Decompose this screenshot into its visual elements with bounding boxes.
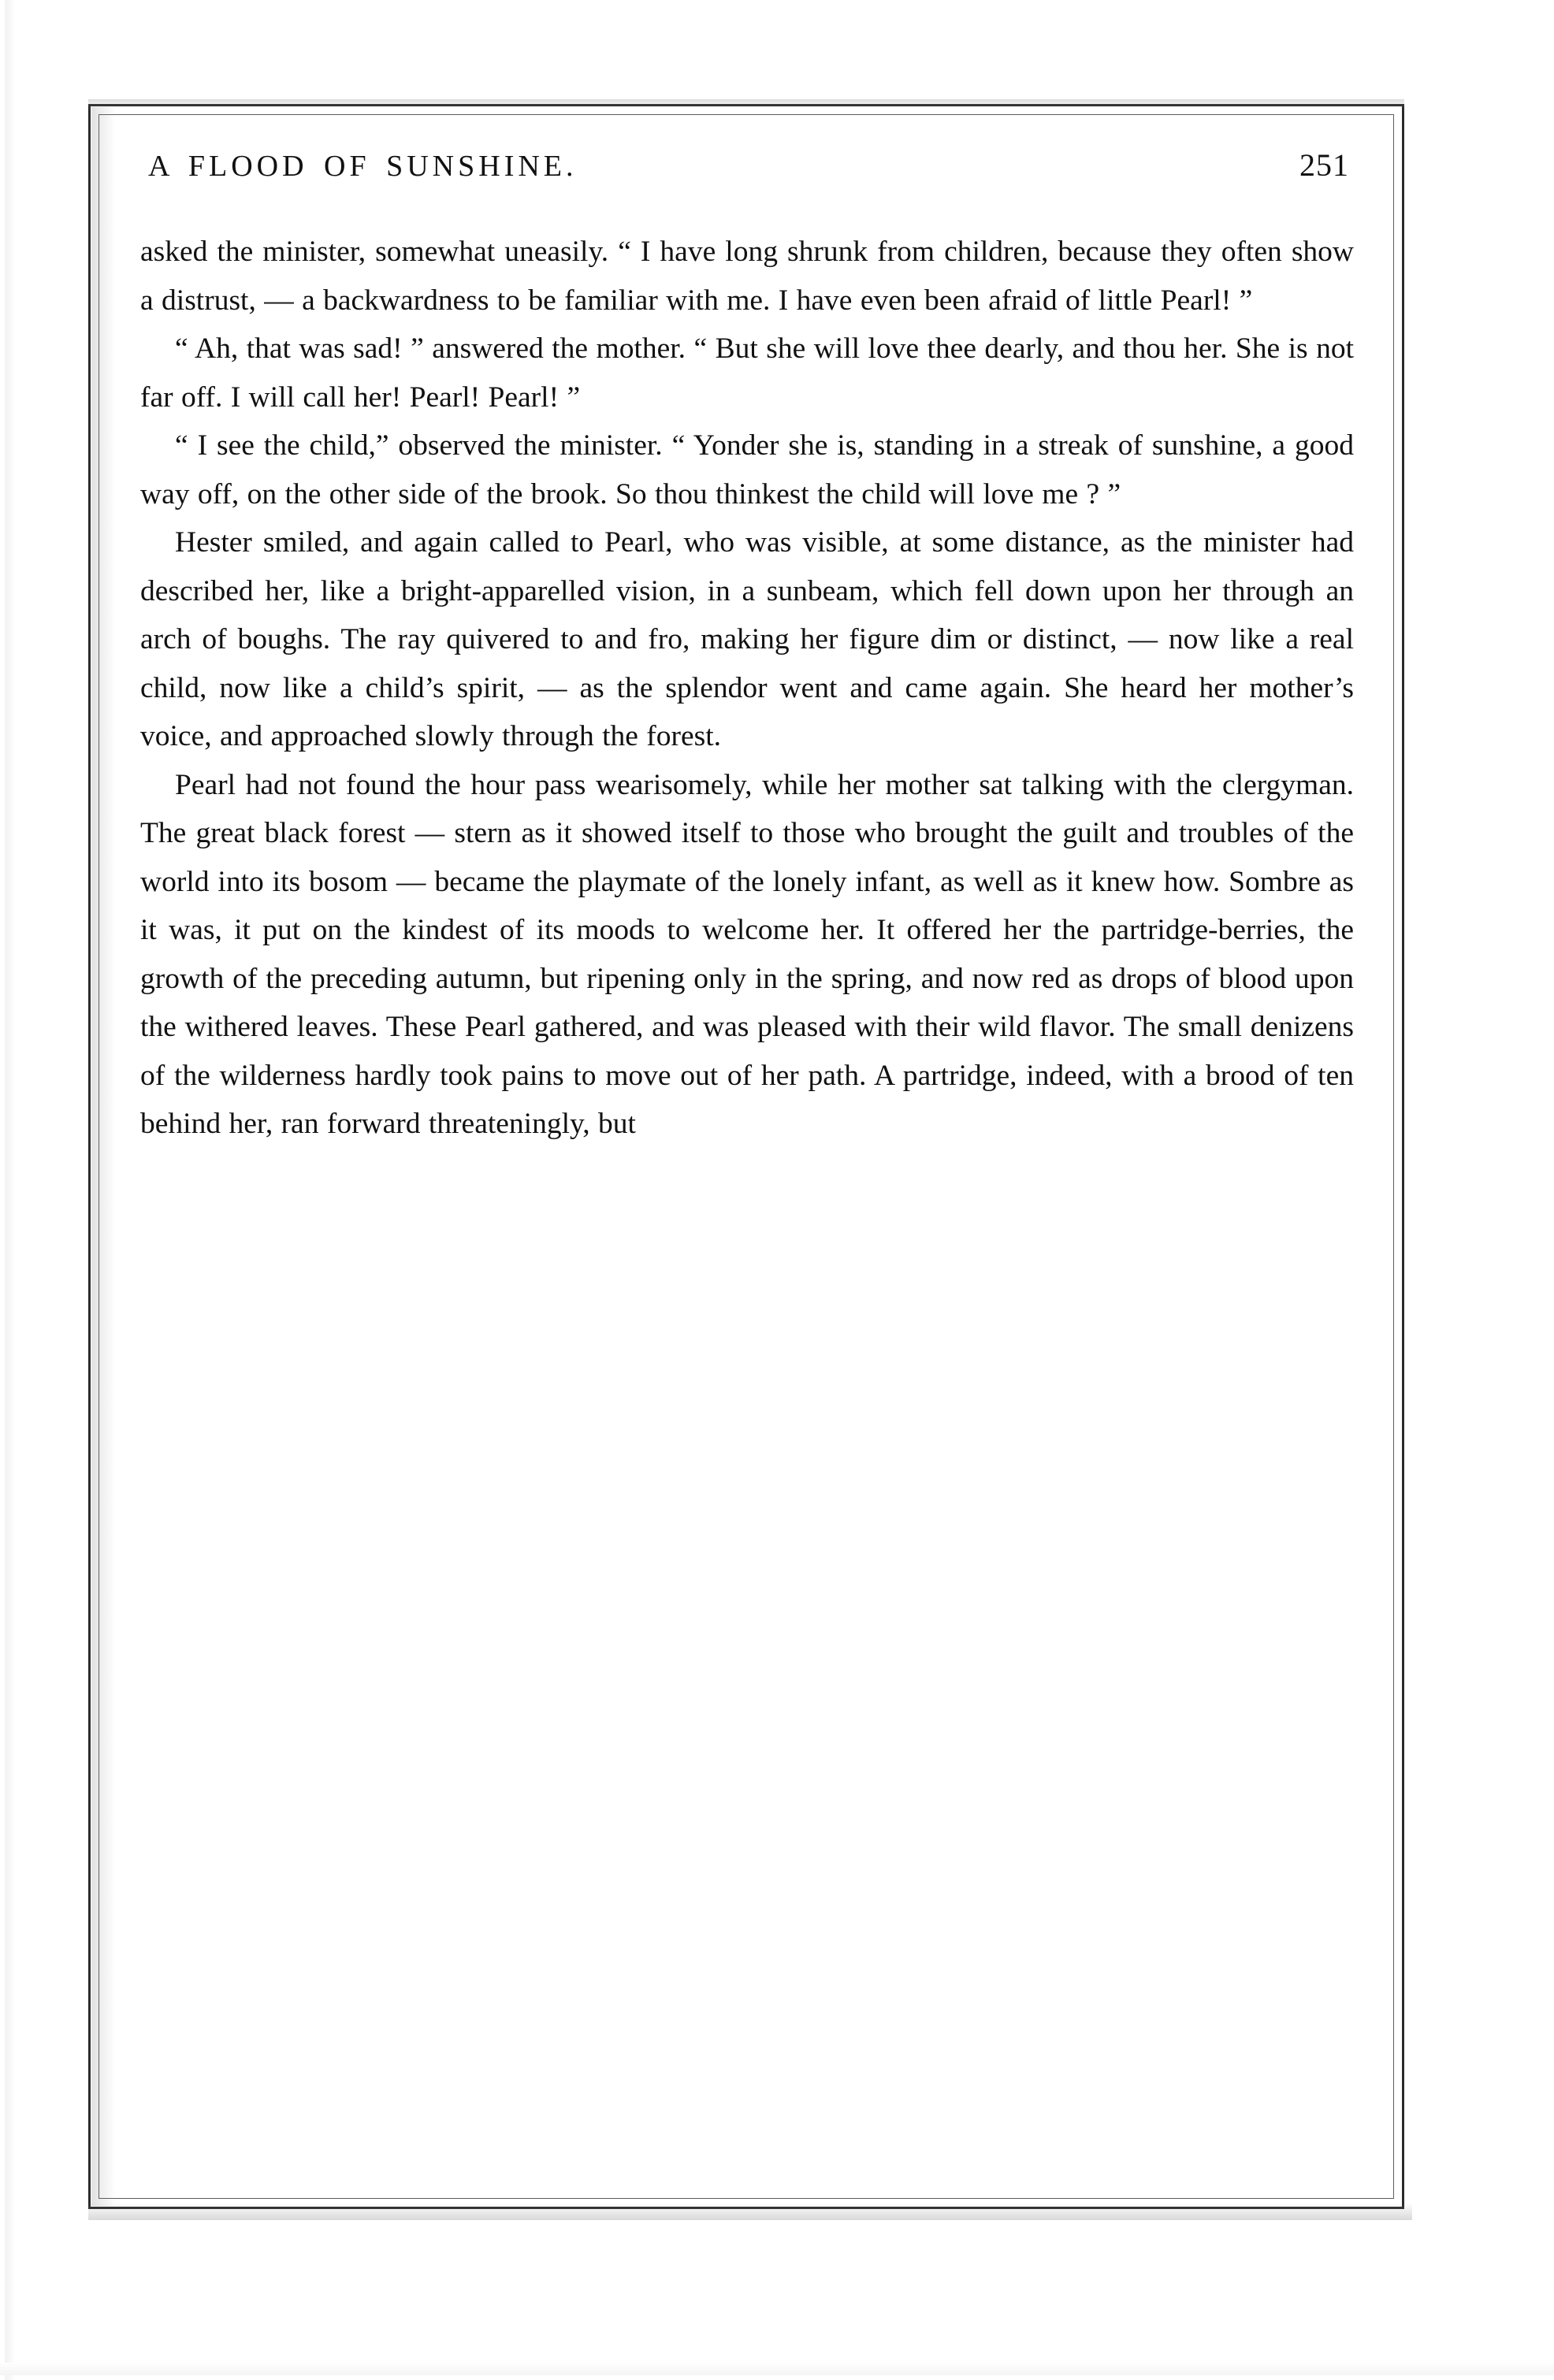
chapter-running-title: A FLOOD OF SUNSHINE. xyxy=(148,150,578,183)
paragraph-1: asked the minister, somewhat uneasily. “ I have long shrunk from children, because they often show a distrust, — a backwardness to be familiar with me. I have even been afraid of little Pearl! ” xyxy=(140,236,1354,317)
page-text-block xyxy=(140,147,1354,1149)
paragraph-3: “ I see the child,” observed the minister. “ Yonder she is, standing in a streak of sunshine, a good way off, on the other side of the brook. So thou thinkest the child will love me ? ” xyxy=(140,429,1354,511)
page-number: 251 xyxy=(1299,147,1349,183)
scan-edge-bottom xyxy=(0,2363,1554,2375)
running-head xyxy=(140,147,1354,184)
paragraph-2: “ Ah, that was sad! ” answered the mother. “ But she will love thee dearly, and thou her. She is not far off. I will call her! Pearl! Pearl! ” xyxy=(140,332,1354,414)
paragraph-4: Hester smiled, and again called to Pearl, who was visible, at some distance, as the minister had described her, like a bright-apparelled vision, in a sunbeam, which fell down upon her through an arch of boughs. The ray quivered to and fro, making her figure dim or distinct, — now like a real child, now like a child’s spirit, — as the splendor went and came again. She heard her mother’s voice, and approached slowly through the forest. xyxy=(140,526,1354,752)
paragraph-5: Pearl had not found the hour pass wearisomely, while her mother sat talking with the clergyman. The great black forest — stern as it showed itself to those who brought the guilt and troubles of the world into its bosom — became the playmate of the lonely infant, as well as it knew how. Sombre as it was, it put on the kindest of its moods to welcome her. It offered her the partridge-berries, the growth of the preceding autumn, but ripening only in the spring, and now red as drops of blood upon the withered leaves. These Pearl gathered, and was pleased with their wild flavor. The small denizens of the wilderness hardly took pains to move out of her path. A partridge, indeed, with a brood of ten behind her, ran forward threateningly, but xyxy=(140,768,1354,1140)
scan-edge-left xyxy=(5,0,16,2380)
